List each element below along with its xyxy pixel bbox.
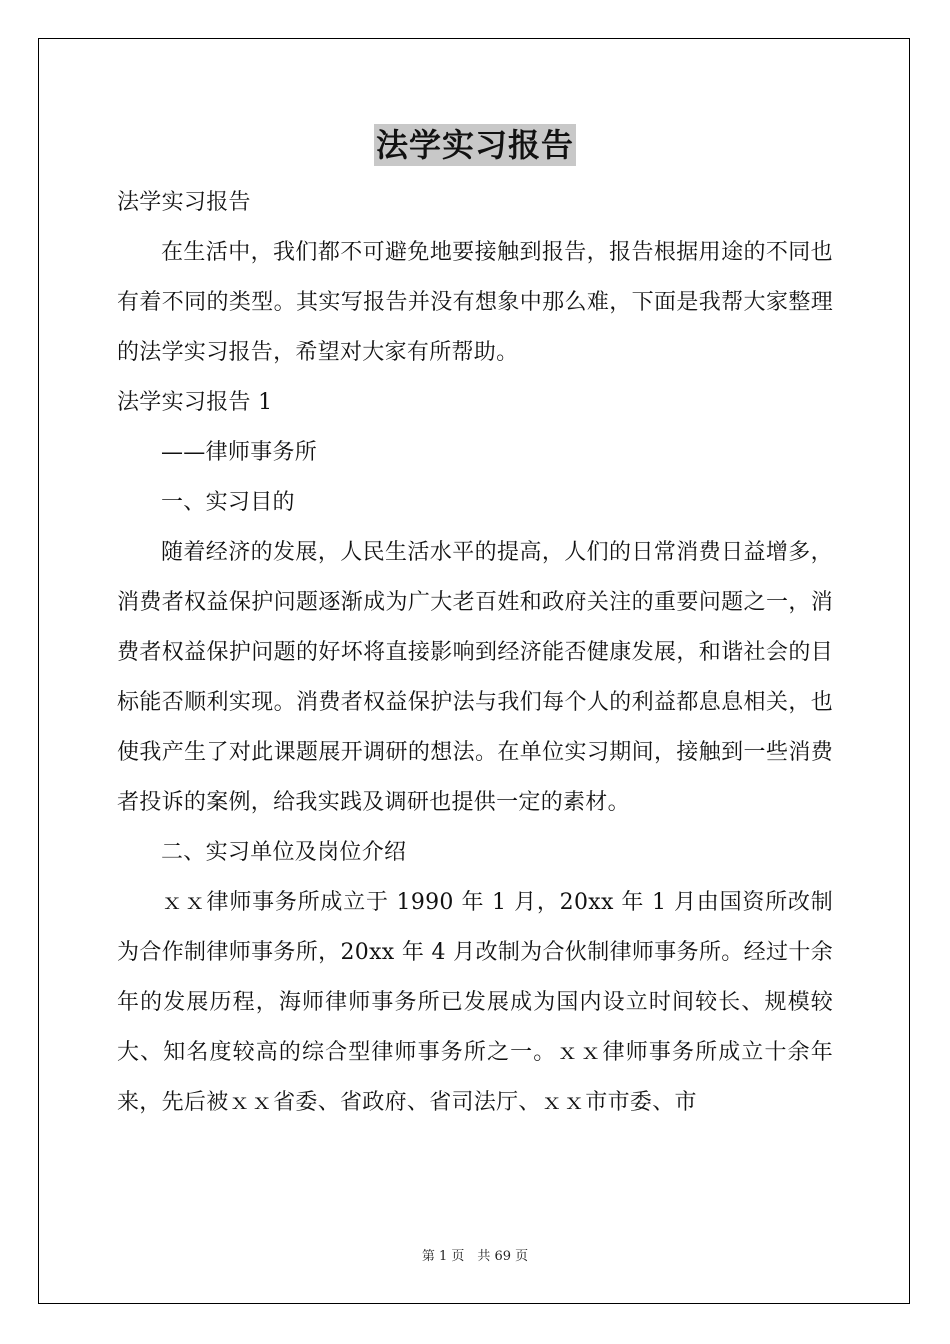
paragraph-5: 随着经济的发展，人民生活水平的提高，人们的日常消费日益增多，消费者权益保护问题逐渐成为广大老百姓和政府关注的重要问题之一，消费者权益保护问题的好坏将直接影响到经济能否健康发展，和谐社会的目标能否顺利实现。消费者权益保护法与我们每个人的利益都息息相关，也使我产生了对此课题展开调研的想法。在单位实习期间，接触到一些消费者投诉的案例，给我实践及调研也提供一定的素材。 xyxy=(117,540,833,815)
paragraph-3: ——律师事务所 xyxy=(161,440,318,465)
title-container xyxy=(0,124,950,166)
page-number-footer: 第 1 页 共 69 页 xyxy=(421,1249,529,1264)
paragraph-2: 法学实习报告 1 xyxy=(117,390,273,415)
document-body xyxy=(117,178,833,1128)
paragraph-4: 一、实习目的 xyxy=(161,490,295,515)
document-title: 法学实习报告 xyxy=(375,126,574,164)
paragraph-7: ｘｘ律师事务所成立于 1990 年 1 月，20xx 年 1 月由国资所改制为合作制律师事务所，20xx 年 4 月改制为合伙制律师事务所。经过十余年的发展历程，海师律师事务所已发展成为国内设立时间较长、规模较大、知名度较高的综合型律师事务所之一。ｘｘ律师事务所成立十余年来，先后被ｘｘ省委、省政府、省司法厅、ｘｘ市市委、市 xyxy=(117,890,833,1115)
paragraph-6: 二、实习单位及岗位介绍 xyxy=(161,840,407,865)
paragraph-1: 在生活中，我们都不可避免地要接触到报告，报告根据用途的不同也有着不同的类型。其实写报告并没有想象中那么难，下面是我帮大家整理的法学实习报告，希望对大家有所帮助。 xyxy=(117,240,833,365)
paragraph-0: 法学实习报告 xyxy=(117,190,251,215)
